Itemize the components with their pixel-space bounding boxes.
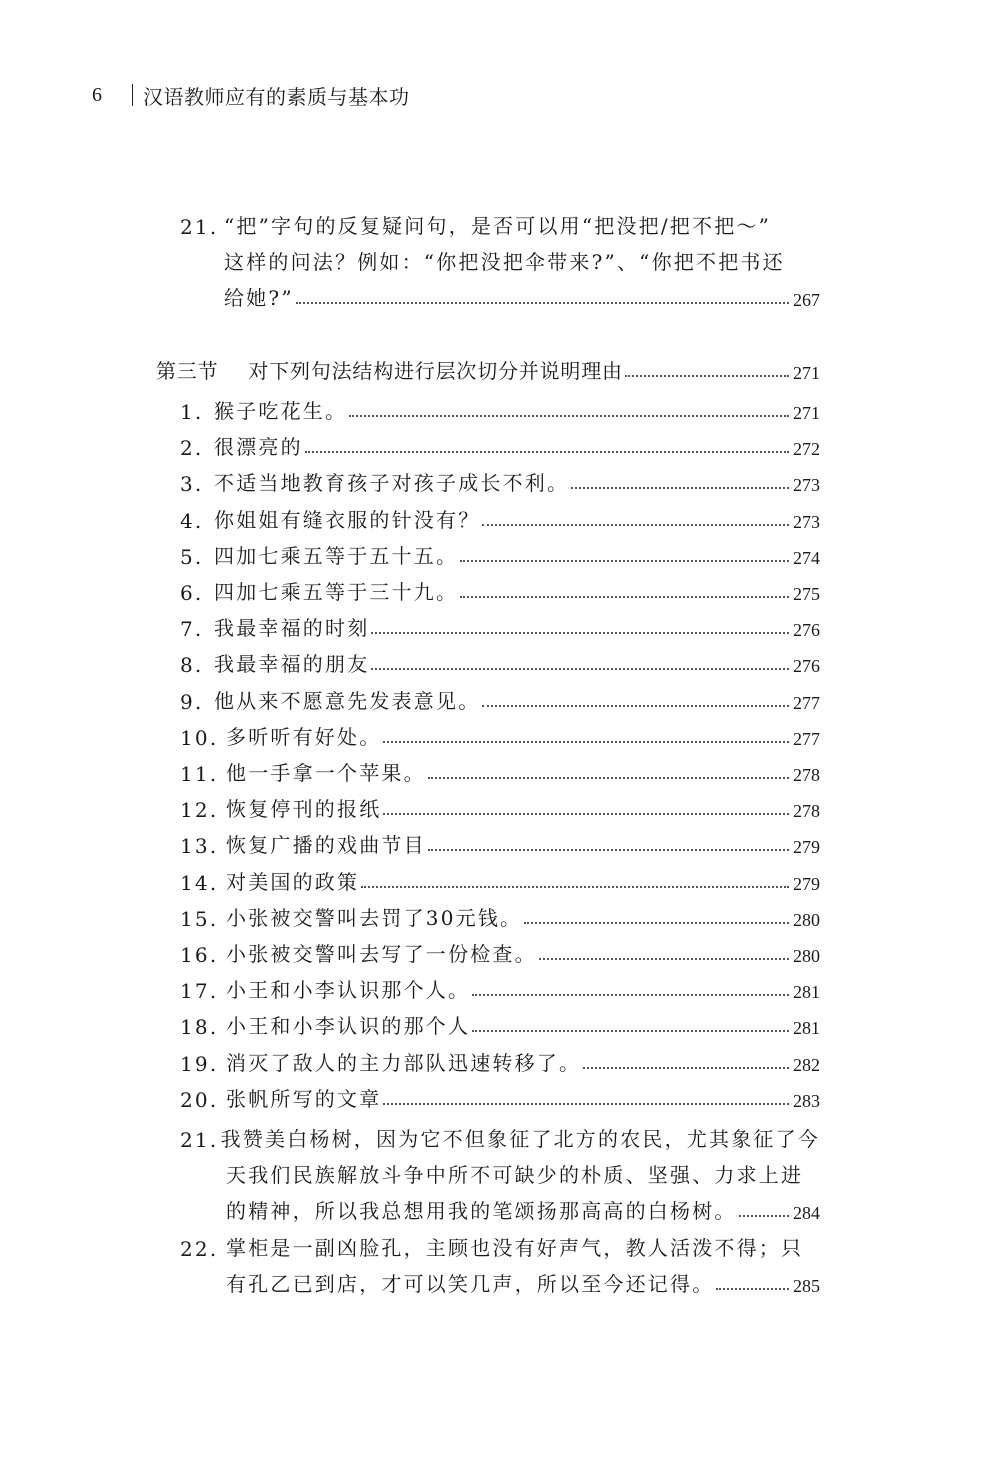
toc-item xyxy=(180,716,820,750)
item-page: 285 xyxy=(793,1275,820,1296)
item-number: 16. xyxy=(180,943,219,967)
item-text: 我最幸福的时刻 xyxy=(214,616,370,641)
item-page: 276 xyxy=(793,656,820,677)
toc-line xyxy=(180,1227,820,1261)
item-number: 17. xyxy=(180,979,219,1004)
item-number: 22. xyxy=(180,1236,219,1261)
item-number: 4. xyxy=(180,508,204,533)
leader-dots xyxy=(371,632,789,634)
item-text: 对美国的政策 xyxy=(226,869,360,894)
item-page: 277 xyxy=(793,728,820,749)
toc-line xyxy=(226,1154,820,1188)
leader-dots xyxy=(625,375,789,377)
leader-dots xyxy=(305,451,789,453)
toc-item xyxy=(180,933,820,967)
item-number: 21. xyxy=(180,1128,219,1152)
section-page: 271 xyxy=(793,363,820,383)
item-text: 天我们民族解放斗争中所不可缺少的朴质、坚强、力求上进 xyxy=(226,1163,804,1188)
toc-item xyxy=(180,390,820,424)
item-page: 284 xyxy=(793,1203,820,1224)
leader-dots xyxy=(361,886,789,888)
book-title: 汉语教师应有的素质与基本功 xyxy=(143,84,410,109)
entry-text: 给她?” xyxy=(224,286,294,310)
item-text: 多听听有好处。 xyxy=(226,724,382,749)
entry-page: 267 xyxy=(793,290,820,310)
item-number: 9. xyxy=(180,689,204,714)
entry-number: 21. xyxy=(180,215,219,239)
item-page: 279 xyxy=(793,873,820,894)
item-text: 你姐姐有缝衣服的针没有？ xyxy=(214,507,481,532)
item-text: 他一手拿一个苹果。 xyxy=(226,761,426,785)
toc-line xyxy=(180,205,820,239)
item-text: 消灭了敌人的主力部队迅速转移了。 xyxy=(226,1050,582,1075)
item-text: 有孔乙已到店，才可以笑几声，所以至今还记得。 xyxy=(226,1271,715,1296)
leader-dots xyxy=(296,302,789,304)
leader-dots xyxy=(716,1288,789,1290)
toc-item xyxy=(180,680,820,714)
toc-item xyxy=(180,824,820,858)
toc-item xyxy=(180,969,820,1003)
section-heading xyxy=(156,350,820,384)
leader-dots xyxy=(428,777,789,779)
item-page: 272 xyxy=(793,439,820,460)
leader-dots xyxy=(482,524,789,526)
toc-line xyxy=(224,277,820,311)
item-page: 276 xyxy=(793,620,820,641)
toc-line xyxy=(226,1263,820,1297)
item-number: 18. xyxy=(180,1015,219,1040)
leader-dots xyxy=(383,813,789,815)
item-text: 小王和小李认识那个人。 xyxy=(226,978,471,1003)
toc-item xyxy=(180,1005,820,1039)
item-text: 我赞美白杨树，因为它不但象征了北方的农民，尤其象征了今 xyxy=(220,1127,820,1151)
item-number: 6. xyxy=(180,581,204,605)
item-text: 掌柜是一副凶脸孔，主顾也没有好声气，教人活泼不得；只 xyxy=(226,1235,804,1260)
leader-dots xyxy=(460,560,789,562)
item-number: 2. xyxy=(180,436,204,461)
toc-line xyxy=(226,1190,820,1224)
item-text: 四加七乘五等于五十五。 xyxy=(214,543,459,568)
item-number: 13. xyxy=(180,834,219,859)
item-page: 281 xyxy=(793,1018,820,1039)
toc-item xyxy=(180,1078,820,1112)
item-text: 猴子吃花生。 xyxy=(214,399,348,423)
item-text: 小张被交警叫去写了一份检查。 xyxy=(226,942,537,966)
section-label: 第三节 xyxy=(156,359,219,383)
item-page: 282 xyxy=(793,1054,820,1075)
item-text: 的精神，所以我总想用我的笔颂扬那高高的白杨树。 xyxy=(226,1199,737,1224)
item-number: 12. xyxy=(180,798,219,823)
toc-item xyxy=(180,607,820,641)
leader-dots xyxy=(383,1103,789,1105)
item-number: 1. xyxy=(180,400,204,424)
leader-dots xyxy=(571,487,789,489)
item-page: 281 xyxy=(793,982,820,1003)
item-number: 3. xyxy=(180,472,204,497)
item-number: 15. xyxy=(180,906,219,931)
item-number: 11. xyxy=(180,762,219,786)
item-text: 小张被交警叫去罚了30元钱。 xyxy=(226,905,523,930)
item-number: 20. xyxy=(180,1087,219,1112)
toc-line xyxy=(180,1118,820,1152)
leader-dots xyxy=(349,415,789,417)
item-page: 280 xyxy=(793,946,820,966)
item-page: 278 xyxy=(793,801,820,822)
item-text: 很漂亮的 xyxy=(214,435,303,460)
toc-item xyxy=(180,897,820,931)
header-divider xyxy=(132,84,133,106)
item-text: 四加七乘五等于三十九。 xyxy=(214,580,459,604)
page-number: 6 xyxy=(92,83,102,106)
toc-item xyxy=(180,788,820,822)
item-page: 279 xyxy=(793,837,820,858)
item-number: 5. xyxy=(180,544,204,569)
item-text: 他从来不愿意先发表意见。 xyxy=(214,688,481,713)
toc-item xyxy=(180,861,820,895)
leader-dots xyxy=(739,1215,789,1217)
item-page: 278 xyxy=(793,765,820,785)
toc-item xyxy=(180,462,820,496)
entry-text: “把”字句的反复疑问句，是否可以用“把没把/把不把～” xyxy=(224,214,772,238)
leader-dots xyxy=(524,922,789,924)
item-page: 283 xyxy=(793,1090,820,1111)
item-page: 280 xyxy=(793,909,820,930)
toc-item xyxy=(180,571,820,605)
leader-dots xyxy=(482,705,789,707)
item-text: 不适当地教育孩子对孩子成长不利。 xyxy=(214,471,570,496)
item-text: 恢复广播的戏曲节目 xyxy=(226,833,426,858)
toc-item xyxy=(180,1042,820,1076)
item-text: 恢复停刊的报纸 xyxy=(226,797,382,822)
toc-item xyxy=(180,499,820,533)
entry-text: 这样的问法？例如：“你把没把伞带来?”、“你把不把书还 xyxy=(224,250,785,274)
section-title: 对下列句法结构进行层次切分并说明理由 xyxy=(248,359,623,383)
item-number: 7. xyxy=(180,617,204,642)
item-page: 273 xyxy=(793,511,820,532)
running-head xyxy=(92,80,410,110)
item-number: 19. xyxy=(180,1051,219,1076)
toc-item xyxy=(180,643,820,677)
item-page: 277 xyxy=(793,692,820,713)
toc-item xyxy=(180,426,820,460)
leader-dots xyxy=(472,1030,789,1032)
item-page: 271 xyxy=(793,403,820,423)
leader-dots xyxy=(428,849,789,851)
toc-item xyxy=(180,535,820,569)
leader-dots xyxy=(472,994,789,996)
leader-dots xyxy=(539,958,789,960)
item-page: 274 xyxy=(793,547,820,568)
leader-dots xyxy=(371,668,789,670)
item-text: 我最幸福的朋友 xyxy=(214,652,370,677)
leader-dots xyxy=(383,741,789,743)
item-number: 14. xyxy=(180,870,219,895)
item-page: 273 xyxy=(793,475,820,496)
toc-item xyxy=(180,752,820,786)
item-text: 小王和小李认识的那个人 xyxy=(226,1014,471,1039)
leader-dots xyxy=(460,596,789,598)
toc-line xyxy=(224,241,820,275)
item-page: 275 xyxy=(793,584,820,604)
item-number: 10. xyxy=(180,725,219,750)
item-text: 张帆所写的文章 xyxy=(226,1086,382,1111)
item-number: 8. xyxy=(180,653,204,678)
leader-dots xyxy=(583,1067,789,1069)
